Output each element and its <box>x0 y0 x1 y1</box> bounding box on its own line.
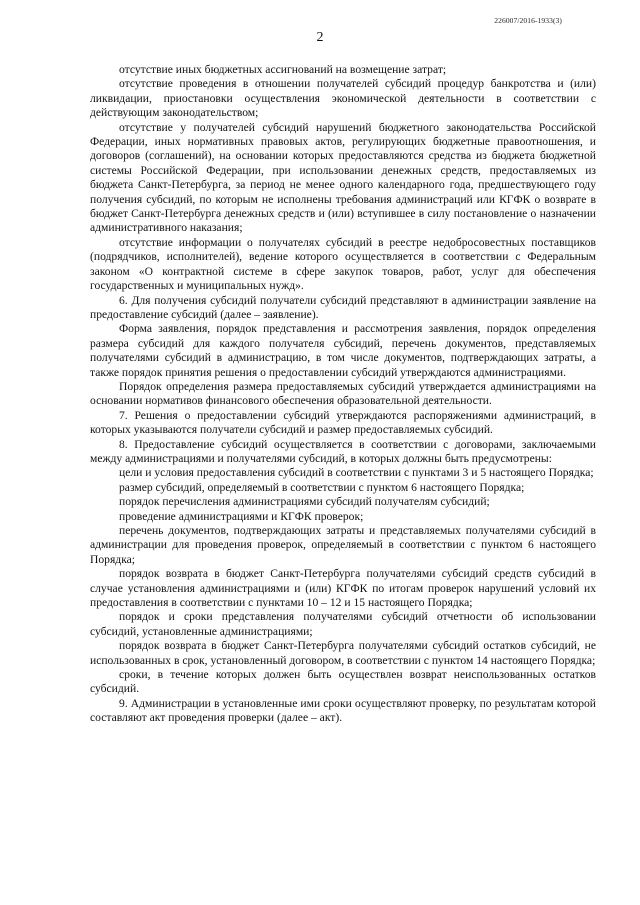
paragraph: отсутствие иных бюджетных ассигнований на возмещение затрат; <box>119 63 447 76</box>
paragraph: 9. Администрации в установленные ими сроки осуществляют проверку, по результатам которой составляют акт проведения проверки (далее – акт). <box>90 696 596 725</box>
paragraph: 7. Решения о предоставлении субсидий утверждаются распоряжениями администраций, в которых указываются получатели субсидий и размер предоставляемых субсидий. <box>90 408 596 437</box>
paragraph: порядок возврата в бюджет Санкт-Петербурга получателями субсидий остатков субсидий, не использованных в срок, установленный договором, в соответствии с пунктом 14 настоящего Порядка; <box>90 639 596 667</box>
paragraph: отсутствие у получателей субсидий нарушений бюджетного законодательства Российской Федерации, иных нормативных правовых актов, регулирующих бюджетные правоотношения, и договоров (соглашений), на основании которых предоставляются средства из бюджета бюджетной системы Российской Федерации, при использовании денежных средств, предоставляемых из бюджета Санкт-Петербурга, за период не менее одного календарного года, предшествующего году получения субсидий, по которым не исполнены требования администраций или КГФК о возврате в бюджет Санкт-Петербурга денежных средств и (или) вступившее в силу постановление о назначении административного наказания; <box>90 120 596 235</box>
paragraph: порядок перечисления администрациями субсидий получателям субсидий; <box>119 495 490 509</box>
paragraph: размер субсидий, определяемый в соответствии с пунктом 6 настоящего Порядка; <box>119 480 525 494</box>
paragraph: порядок и сроки представления получателями субсидий отчетности об использовании субсидий, установленные администрациями; <box>90 610 596 638</box>
paragraph: проведение администрациями и КГФК проверок; <box>119 509 364 523</box>
paragraph: отсутствие проведения в отношении получателей субсидий процедур банкротства и (или) ликвидации, приостановки осуществления экономической деятельности в соответствии с действующим законодательством; <box>90 77 596 120</box>
paragraph: отсутствие информации о получателях субсидий в реестре недобросовестных поставщиков (подрядчиков, исполнителей), ведение которого осуществляется в соответствии с Федеральным законом «О контрактной системе в сфере закупок товаров, работ, услуг для обеспечения государственных и муниципальных нужд». <box>90 235 596 293</box>
paragraph: 6. Для получения субсидий получатели субсидий представляют в администрации заявление на предоставление субсидий (далее – заявление). <box>90 293 596 321</box>
paragraph: цели и условия предоставления субсидий в соответствии с пунктами 3 и 5 настоящего Порядка; <box>119 466 594 480</box>
page-number: 2 <box>316 30 324 45</box>
document-body <box>90 63 596 726</box>
paragraph: Порядок определения размера предоставляемых субсидий утверждается администрациями на основании нормативов финансового обеспечения образовательной деятельности. <box>90 379 596 408</box>
paragraph: порядок возврата в бюджет Санкт-Петербурга получателями субсидий средств субсидий в случае установления администрациями и (или) КГФК по итогам проверок нарушений условий их предоставления в соответствии с пунктами 10 – 12 и 15 настоящего Порядка; <box>90 567 596 610</box>
paragraph: Форма заявления, порядок представления и рассмотрения заявления, порядок определения размера субсидий для каждого получателя субсидий, перечень документов, представляемых получателями субсидий в администрацию, в том числе документов, подтверждающих затраты, а также порядок принятия решения о предоставлении субсидий утверждаются администрациями. <box>90 322 596 379</box>
document-registration-code: 226007/2016-1933(3) <box>494 16 562 25</box>
paragraph: сроки, в течение которых должен быть осуществлен возврат неиспользованных остатков субсидий. <box>90 668 596 696</box>
paragraph: 8. Предоставление субсидий осуществляется в соответствии с договорами, заключаемыми между администрациями и получателями субсидий, в которых должны быть предусмотрены: <box>90 437 596 465</box>
paragraph: перечень документов, подтверждающих затраты и представляемых получателями субсидий в администрации для проведения проверок, определяемый в соответствии с пунктом 6 настоящего Порядка; <box>90 524 596 566</box>
